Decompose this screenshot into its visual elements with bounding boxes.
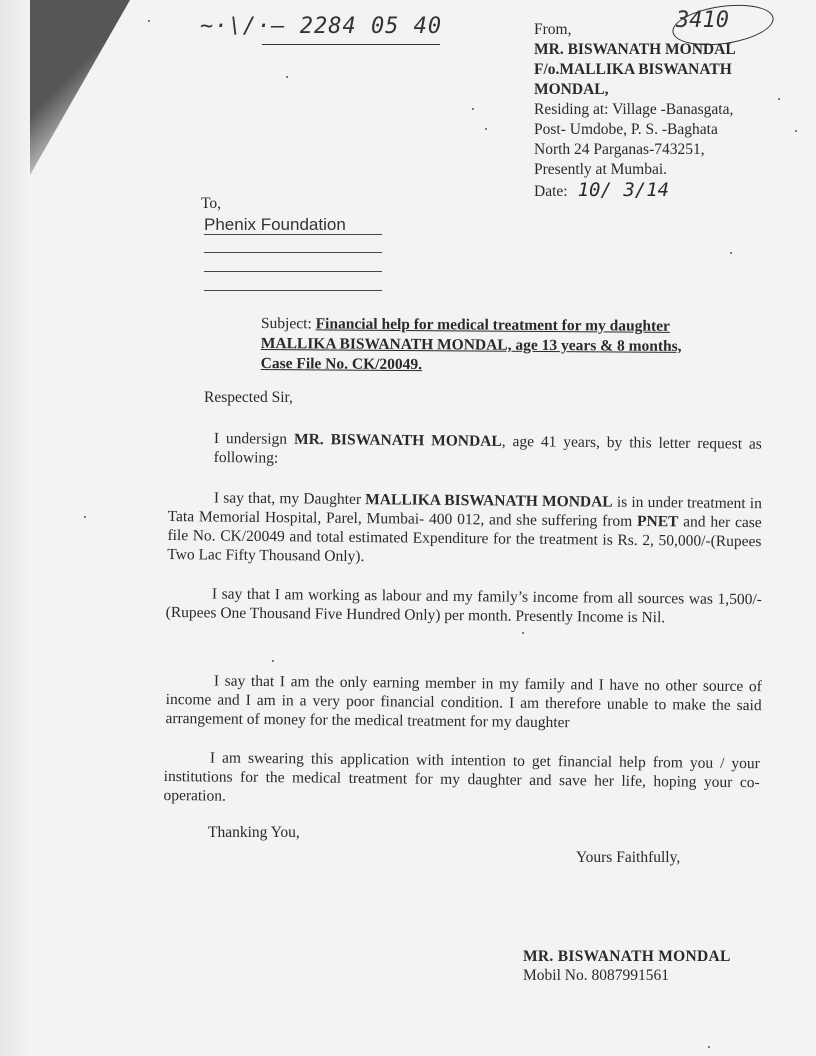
scan-speck: [522, 632, 524, 634]
paragraph-4: I say that I am the only earning member in my family and I have no other source of income and I am in a very poor financial condition. I am therefore unable to make the said arrangement of money for the medical treatment for my daughter: [165, 672, 762, 732]
paragraph-1: [214, 429, 762, 473]
paragraph-2: [167, 488, 762, 570]
scan-speck: [472, 108, 474, 110]
sender-name: MR. BISWANATH MONDAL: [534, 41, 736, 58]
subject-text-1: Financial help for medical treatment for my daughter: [315, 315, 670, 335]
date-row: [534, 180, 736, 202]
stamp-number: 3410: [676, 8, 729, 33]
scan-speck: [286, 76, 288, 78]
closing: Thanking You,: [208, 824, 300, 841]
p2-text-pre: I say that, my Daughter: [213, 489, 366, 509]
sender-block: [534, 20, 736, 202]
scan-speck: [272, 660, 274, 662]
sender-address-3: North 24 Parganas-743251,: [534, 141, 705, 158]
p2-disease: PNET: [636, 512, 679, 531]
p1-name: MR. BISWANATH MONDAL: [293, 430, 502, 451]
scan-edge: [0, 0, 30, 1056]
p2-text-mid: is in under treatment in Tata Memorial Hospital, Parel, Mumbai- 400 012, and she suffering from: [167, 493, 762, 530]
p1-text-post: , age 41 years, by this letter request as following:: [213, 433, 762, 467]
sender-father-cont: MONDAL,: [534, 81, 609, 98]
recipient-name: Phenix Foundation: [204, 215, 346, 234]
handwritten-reference: ~·\/·— 2284 05 40: [200, 14, 443, 39]
scan-speck: [778, 98, 780, 100]
to-label: To,: [201, 195, 222, 212]
scan-speck: [84, 516, 86, 518]
p1-text-pre: I undersign: [213, 429, 295, 448]
p2-text-post: and her case file No. CK/20049 and total estimated Expenditure for the treatment is Rs. 2, 50,000/-(Rupees Two Lac Fifty Thousand Only).: [167, 513, 762, 566]
recipient-line-2: [204, 252, 382, 253]
scan-speck: [148, 20, 150, 22]
recipient-line-3: [204, 271, 382, 272]
valediction: Yours Faithfully,: [576, 849, 681, 866]
sender-address-1: Residing at: Village -Banasgata,: [534, 101, 734, 118]
sender-father: F/o.MALLIKA BISWANATH: [534, 61, 732, 78]
reference-underline: [262, 44, 440, 45]
recipient-line-1: [204, 234, 382, 235]
p2-name: MALLIKA BISWANATH MONDAL: [365, 491, 613, 511]
scan-speck: [795, 130, 797, 132]
scan-speck: [708, 1046, 710, 1048]
scan-speck: [730, 252, 732, 254]
paragraph-3: I say that I am working as labour and my family’s income from all sources was 1,500/- (Rupees One Thousand Five Hundred Only) per month. Presently Income is Nil.: [165, 585, 762, 627]
subject-text-2: MALLIKA BISWANATH MONDAL, age 13 years & 8 months,: [260, 334, 682, 355]
subject-label: Subject:: [260, 314, 312, 333]
date-value: 10/ 3/14: [577, 179, 670, 201]
signature-mobile: Mobil No. 8087991561: [523, 967, 669, 984]
paragraph-5: I am swearing this application with intention to get financial help from you / your institutions for the medical treatment for my daughter and save her life, hoping your co-operation.: [163, 749, 760, 805]
scan-fold-fade: [30, 0, 140, 180]
subject-text-3: Case File No. CK/20049.: [260, 354, 423, 374]
date-label: Date:: [534, 183, 568, 200]
sender-address-2: Post- Umdobe, P. S. -Baghata: [534, 121, 718, 138]
recipient-line-4: [204, 290, 382, 291]
from-label: From,: [534, 21, 572, 38]
scan-speck: [485, 128, 487, 130]
salutation: Respected Sir,: [204, 389, 293, 406]
signature-name: MR. BISWANATH MONDAL: [523, 948, 731, 965]
sender-location: Presently at Mumbai.: [534, 161, 668, 178]
subject-block: [261, 314, 682, 377]
